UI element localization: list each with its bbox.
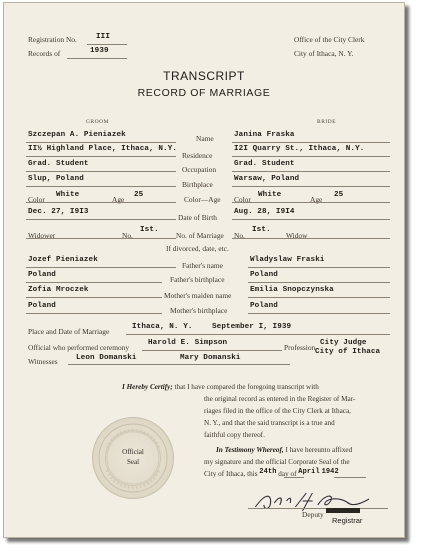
groom-mother-maiden-name: Zofia Mroczek xyxy=(28,286,89,294)
registrar-stamp-overlay xyxy=(326,506,360,515)
certification-month: April xyxy=(298,468,320,476)
certification-line-1: I Hereby Certify; that I have compared the foregoing transcript with xyxy=(122,383,319,391)
no-of-marriage-label: No. of Marriage xyxy=(176,231,224,240)
mothers-birthplace-label: Mother's birthplace xyxy=(170,306,228,315)
office-line-2: City of Ithaca, N. Y. xyxy=(294,49,354,58)
groom-occupation: Grad. Student xyxy=(28,160,89,168)
groom-no-label: No. xyxy=(122,231,133,240)
mothers-maiden-name-label: Mother's maiden name xyxy=(164,291,232,300)
registrar-label: Registrar xyxy=(332,516,363,525)
groom-residence: II½ Highland Place, Ithaca, N.Y. xyxy=(28,145,178,153)
groom-father-name: Jozef Pieniazek xyxy=(28,256,98,264)
records-label: Records of xyxy=(28,49,61,58)
witnesses-label: Witnesses xyxy=(28,357,58,366)
bride-column-heading: BRIDE xyxy=(317,119,337,125)
bride-color-label: Color xyxy=(234,195,251,204)
registration-number: III xyxy=(96,33,110,41)
certification-line-4: N. Y., and that the said transcript is a true and xyxy=(204,419,335,427)
registration-label: Registration No. xyxy=(28,35,77,44)
testimony-line-1: In Testimony Whereof, I have hereunto affixed xyxy=(216,446,353,454)
document-subtitle: RECORD OF MARRIAGE xyxy=(137,87,271,99)
bride-mother-maiden-name: Emilia Snopczynska xyxy=(250,286,334,294)
seal-text-seal: Seal xyxy=(126,458,140,466)
marriage-transcript-document xyxy=(3,2,405,538)
office-line-1: Office of the City Clerk xyxy=(294,35,365,44)
hereby-certify-heading: I Hereby Certify; xyxy=(122,383,173,391)
bride-name: Janina Fraska xyxy=(234,131,295,139)
certification-year: 1942 xyxy=(321,468,339,476)
marriage-place: Ithaca, N. Y. xyxy=(132,323,193,331)
profession-line-2: City of Ithaca xyxy=(315,348,381,356)
certification-day: 24th xyxy=(259,468,277,476)
bride-mother-birthplace: Poland xyxy=(250,302,278,310)
groom-date-of-birth: Dec. 27, I9I3 xyxy=(28,208,89,216)
bride-residence: I2I Quarry St., Ithaca, N.Y. xyxy=(234,145,365,153)
witness-2: Mary Domanski xyxy=(180,354,241,362)
place-date-label: Place and Date of Marriage xyxy=(28,327,110,336)
bride-birthplace: Warsaw, Poland xyxy=(234,175,300,183)
groom-color: White xyxy=(56,191,80,199)
official-name: Harold E. Simpson xyxy=(148,339,228,347)
certification-line-2: the original record as entered in the Register of Mar- xyxy=(204,395,356,403)
color-age-label: Color—Age xyxy=(184,195,221,204)
groom-birthplace: Slup, Poland xyxy=(28,175,84,183)
testimony-heading: In Testimony Whereof, xyxy=(216,446,284,454)
birthplace-label: Birthplace xyxy=(182,180,213,189)
widower-label: Widower xyxy=(28,231,56,240)
bride-age: 25 xyxy=(334,191,344,199)
official-corporate-seal xyxy=(92,417,174,499)
bride-father-name: Wladyslaw Fraski xyxy=(250,256,325,264)
profession-line-1: City Judge xyxy=(320,339,367,347)
testimony-line-2: my signature and the official Corporate Seal of the xyxy=(204,458,350,466)
document-title: TRANSCRIPT xyxy=(163,69,245,83)
date-of-birth-label: Date of Birth xyxy=(178,213,217,222)
groom-column-heading: GROOM xyxy=(86,119,110,125)
official-label: Official who performed ceremony xyxy=(28,343,130,352)
bride-color: White xyxy=(258,191,282,199)
groom-marriage-number: Ist. xyxy=(140,226,159,234)
profession-label: Profession xyxy=(284,343,316,352)
groom-father-birthplace: Poland xyxy=(28,271,56,279)
groom-name: Szczepan A. Pieniazek xyxy=(28,131,126,139)
groom-color-label: Color xyxy=(28,195,45,204)
seal-text-official: Official xyxy=(122,448,144,456)
bride-date-of-birth: Aug. 28, I9I4 xyxy=(234,208,295,216)
certification-line-3: riages filed in the office of the City Clerk at Ithaca, xyxy=(204,407,351,415)
bride-occupation: Grad. Student xyxy=(234,160,295,168)
divorced-label: If divorced, date, etc. xyxy=(166,244,229,253)
fathers-birthplace-label: Father's birthplace xyxy=(170,275,225,284)
deputy-label: Deputy xyxy=(302,510,324,519)
testimony-line-3: City of Ithaca, this 24th day of April 1942 xyxy=(204,468,339,478)
name-label: Name xyxy=(196,134,214,143)
occupation-label: Occupation xyxy=(182,165,217,174)
residence-label: Residence xyxy=(182,151,213,160)
bride-marriage-number: Ist. xyxy=(252,226,271,234)
groom-age: 25 xyxy=(134,191,144,199)
widow-label: Widow xyxy=(286,231,308,240)
marriage-date: September I, I939 xyxy=(212,323,292,331)
bride-father-birthplace: Poland xyxy=(250,271,278,279)
certification-line-5: faithful copy thereof. xyxy=(204,431,265,439)
groom-mother-birthplace: Poland xyxy=(28,302,56,310)
bride-no-label: No. xyxy=(234,231,245,240)
groom-age-label: Age xyxy=(112,195,125,204)
bride-age-label: Age xyxy=(310,195,323,204)
fathers-name-label: Father's name xyxy=(182,261,223,270)
witness-1: Leon Domanski xyxy=(76,354,137,362)
records-year: 1939 xyxy=(90,47,109,55)
